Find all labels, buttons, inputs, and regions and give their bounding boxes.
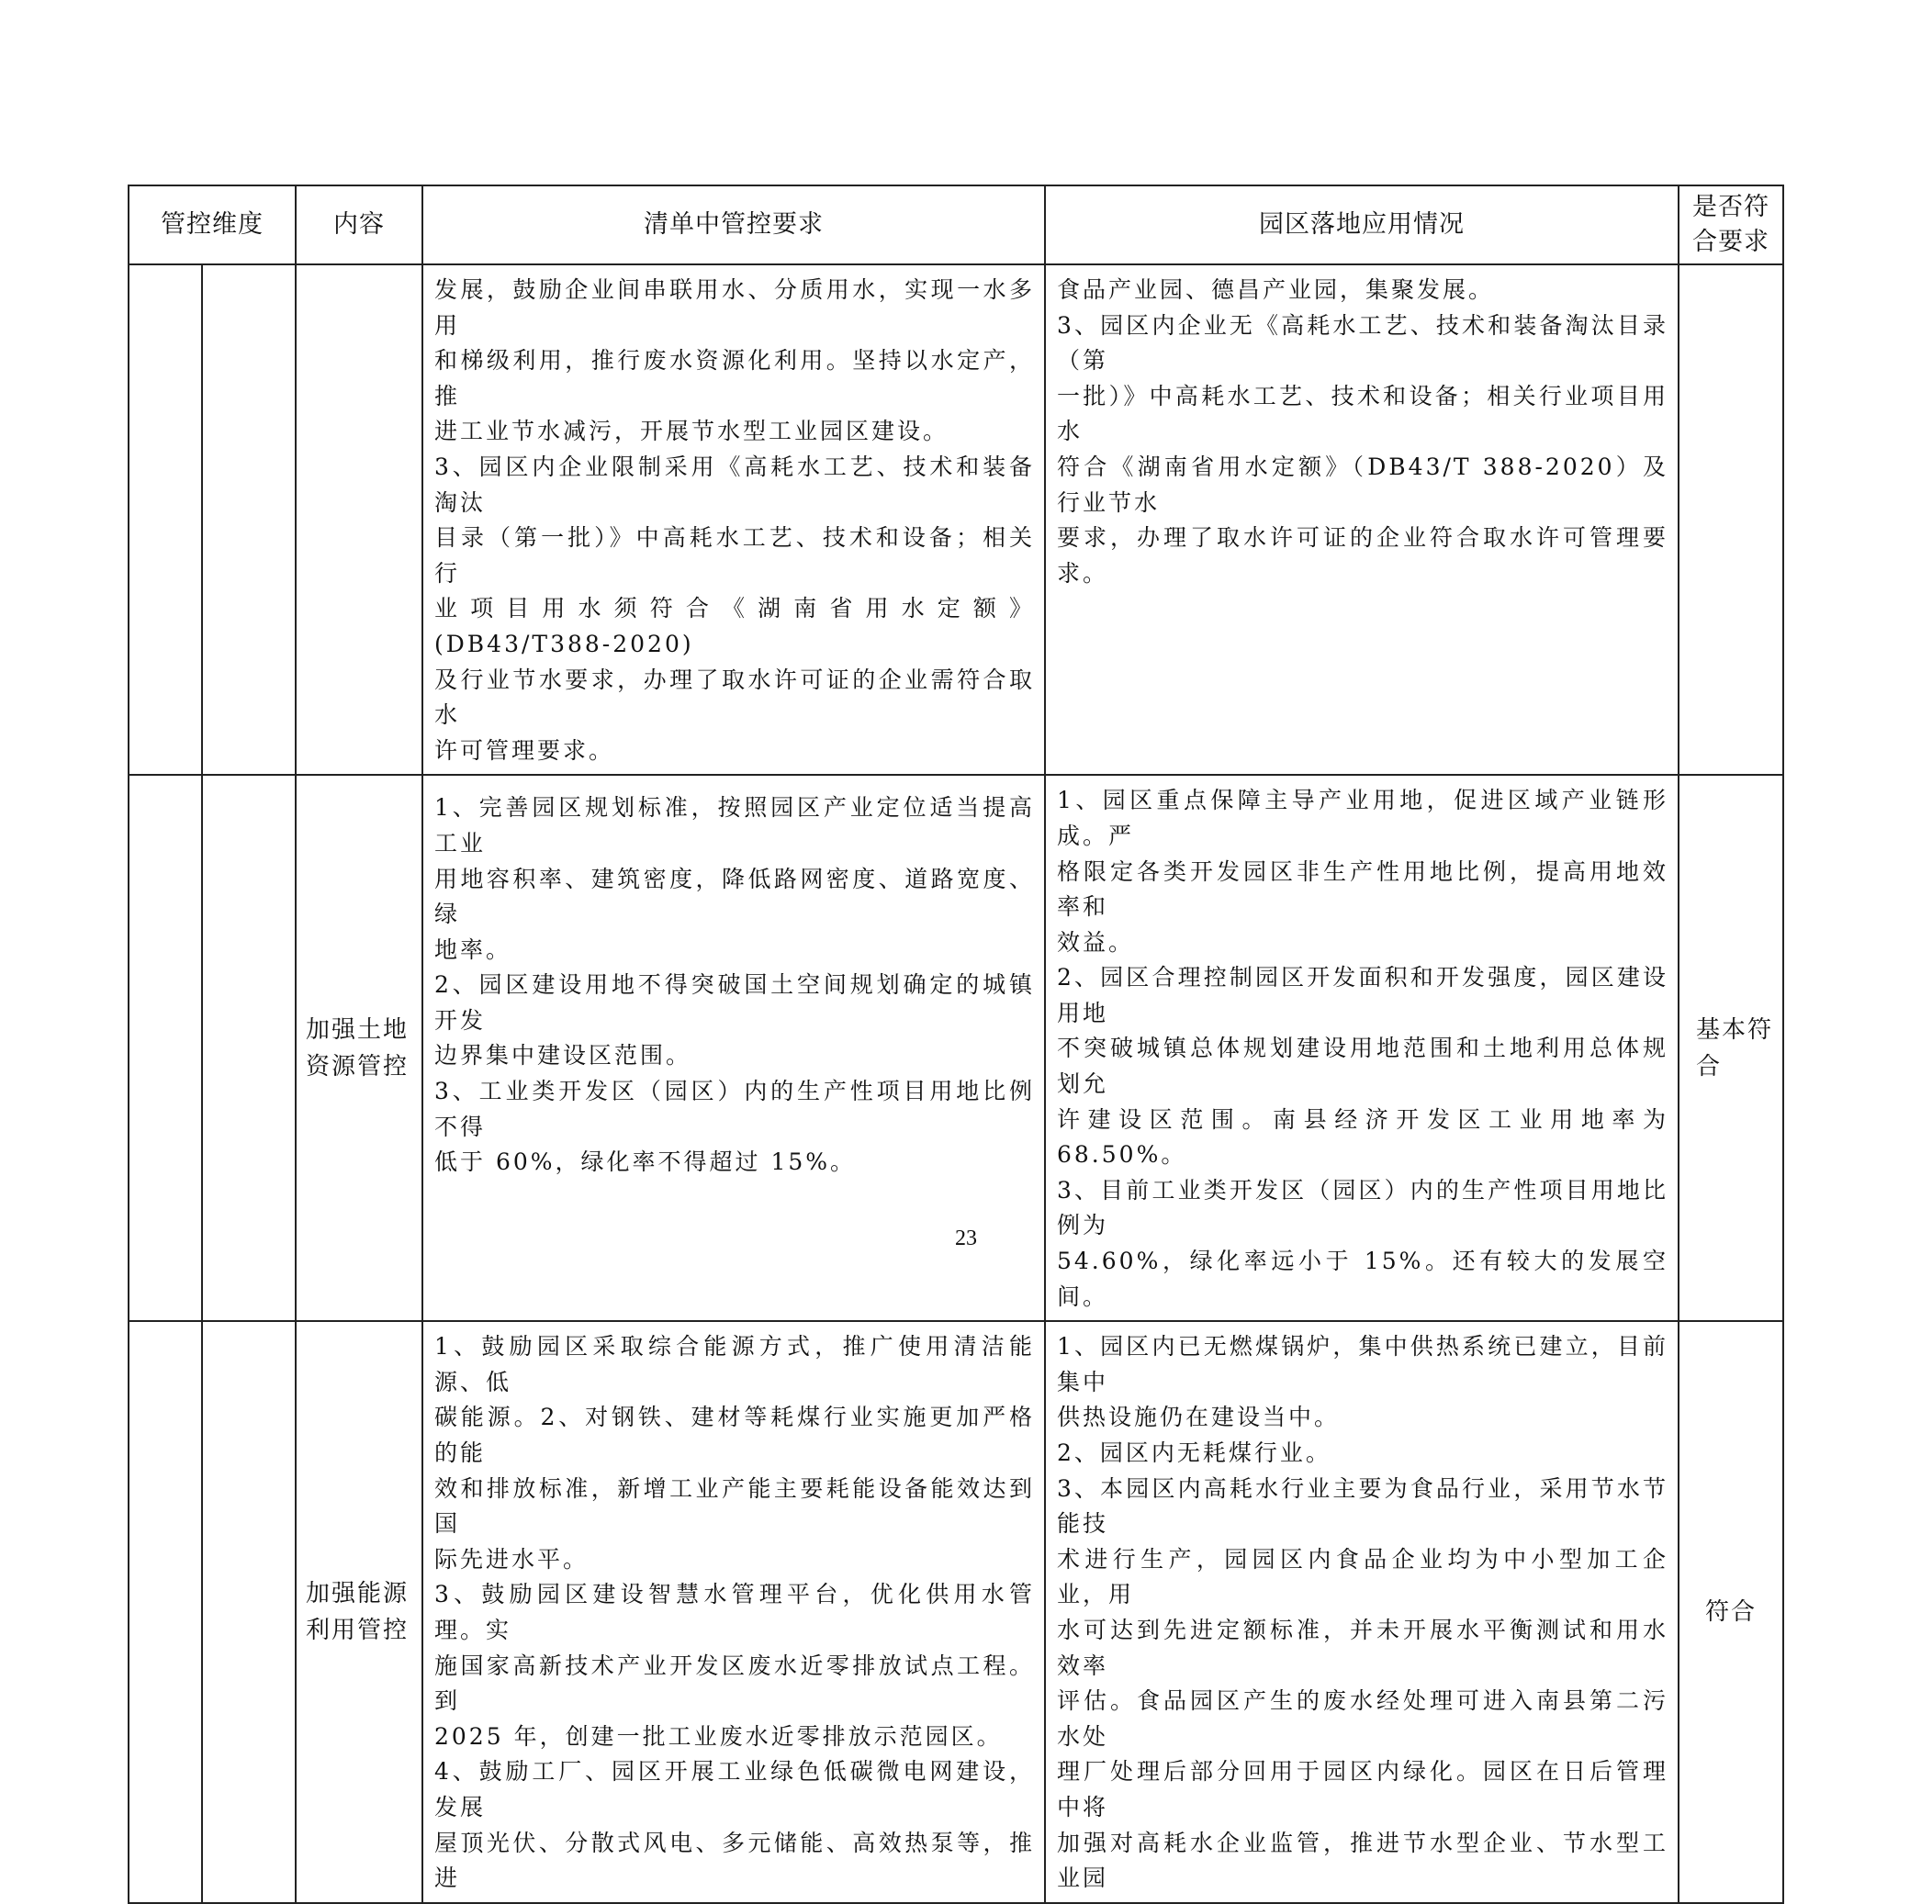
- requirements-cell: [422, 264, 1045, 775]
- header-compliance-text: 是否符合要求: [1692, 193, 1769, 256]
- text-line: 1、园区重点保障主导产业用地，促进区域产业链形成。严: [1057, 787, 1668, 849]
- text-line: 2025 年，创建一批工业废水近零排放示范园区。: [434, 1722, 1003, 1750]
- text-line: 食品产业园、德昌产业园，集聚发展。: [1057, 276, 1495, 303]
- dimension-cell: [202, 1321, 296, 1903]
- content-cell: [296, 264, 422, 775]
- text-line: 目录（第一批）》中高耗水工艺、技术和设备；相关行: [434, 524, 1035, 587]
- header-requirements: 清单中管控要求: [422, 185, 1045, 264]
- text-line: 效益。: [1057, 928, 1135, 956]
- text-line: 要求，办理了取水许可证的企业符合取水许可管理要求。: [1057, 524, 1668, 587]
- text-line: 发展，鼓励企业间串联用水、分质用水，实现一水多用: [434, 276, 1035, 339]
- requirements-text: [423, 776, 1044, 1186]
- text-line: 屋顶光伏、分散式风电、多元储能、高效热泵等，推进: [434, 1829, 1035, 1892]
- text-line: 54.60%，绿化率远小于 15%。还有较大的发展空间。: [1057, 1248, 1668, 1310]
- text-line: 2、园区合理控制园区开发面积和开发强度，园区建设用地: [1057, 964, 1668, 1026]
- application-text: [1046, 1322, 1678, 1902]
- header-application: 园区落地应用情况: [1045, 185, 1679, 264]
- text-line: 评估。食品园区产生的废水经处理可进入南县第二污水处: [1057, 1687, 1668, 1750]
- page-number: 23: [955, 1226, 977, 1250]
- requirements-table: [128, 185, 1784, 1904]
- text-line: 用地容积率、建筑密度，降低路网密度、道路宽度、绿: [434, 865, 1035, 928]
- text-line: 效和排放标准，新增工业产能主要耗能设备能效达到国: [434, 1474, 1035, 1538]
- text-line: 1、园区内已无燃煤锅炉，集中供热系统已建立，目前集中: [1057, 1333, 1668, 1395]
- text-line: 2、园区内无耗煤行业。: [1057, 1439, 1331, 1466]
- header-dimension: 管控维度: [129, 185, 296, 264]
- text-line: 供热设施仍在建设当中。: [1057, 1404, 1341, 1431]
- content-label: 加强能源利用管控: [306, 1579, 410, 1644]
- text-line: 3、园区内企业限制采用《高耗水工艺、技术和装备淘汰: [434, 453, 1035, 516]
- content-cell: [296, 1321, 422, 1903]
- text-line: 3、园区内企业无《高耗水工艺、技术和装备淘汰目录（第: [1057, 311, 1668, 375]
- text-line: 3、工业类开发区（园区）内的生产性项目用地比例不得: [434, 1078, 1035, 1140]
- text-line: 3、本园区内高耗水行业主要为食品行业，采用节水节能技: [1057, 1474, 1668, 1538]
- text-line: 2、园区建设用地不得突破国土空间规划确定的城镇开发: [434, 971, 1035, 1034]
- text-line: 加强对高耗水企业监管，推进节水型企业、节水型工业园: [1057, 1829, 1668, 1892]
- text-line: 低于 60%，绿化率不得超过 15%。: [434, 1148, 857, 1176]
- text-line: 业项目用水须符合《湖南省用水定额》(DB43/T388-2020): [434, 595, 1035, 657]
- dimension-cell: [202, 264, 296, 775]
- text-line: 和梯级利用，推行废水资源化利用。坚持以水定产，推: [434, 347, 1035, 409]
- text-line: 格限定各类开发园区非生产性用地比例，提高用地效率和: [1057, 857, 1668, 921]
- table-row: [129, 264, 1783, 775]
- dimension-group-cell: [129, 1321, 202, 1903]
- text-line: 地率。: [434, 935, 512, 963]
- compliance-cell: [1679, 264, 1783, 775]
- text-line: 许可管理要求。: [434, 736, 615, 764]
- text-line: 符合《湖南省用水定额》（DB43/T 388-2020）及行业节水: [1057, 453, 1668, 516]
- compliance-label: 基本符合: [1696, 1015, 1774, 1081]
- requirements-text: [423, 1322, 1044, 1902]
- table-row: [129, 1321, 1783, 1903]
- text-line: 进工业节水减污，开展节水型工业园区建设。: [434, 418, 949, 445]
- text-line: 1、鼓励园区采取综合能源方式，推广使用清洁能源、低: [434, 1333, 1035, 1395]
- text-line: 际先进水平。: [434, 1545, 590, 1573]
- application-cell: [1045, 1321, 1679, 1903]
- text-line: 水可达到先进定额标准，并未开展水平衡测试和用水效率: [1057, 1616, 1668, 1679]
- text-line: 3、目前工业类开发区（园区）内的生产性项目用地比例为: [1057, 1176, 1668, 1239]
- text-line: 理厂处理后部分回用于园区内绿化。园区在日后管理中将: [1057, 1758, 1668, 1820]
- text-line: 不突破城镇总体规划建设用地范围和土地利用总体规划允: [1057, 1035, 1668, 1098]
- text-line: 1、完善园区规划标准，按照园区产业定位适当提高工业: [434, 794, 1035, 857]
- text-line: 及行业节水要求，办理了取水许可证的企业需符合取水: [434, 666, 1035, 729]
- table-header-row: [129, 185, 1783, 264]
- text-line: 许建设区范围。南县经济开发区工业用地率为 68.50%。: [1057, 1105, 1668, 1169]
- text-line: 3、鼓励园区建设智慧水管理平台，优化供用水管理。实: [434, 1581, 1035, 1643]
- text-line: 4、鼓励工厂、园区开展工业绿色低碳微电网建设，发展: [434, 1758, 1035, 1820]
- application-cell: [1045, 264, 1679, 775]
- requirements-cell: [422, 1321, 1045, 1903]
- text-line: 一批）》中高耗水工艺、技术和设备；相关行业项目用水: [1057, 382, 1668, 445]
- content-label: 加强土地资源管控: [306, 1015, 410, 1081]
- text-line: 术进行生产，园园区内食品企业均为中小型加工企业，用: [1057, 1545, 1668, 1608]
- text-line: 施国家高新技术产业开发区废水近零排放试点工程。到: [434, 1652, 1035, 1715]
- compliance-cell: [1679, 1321, 1783, 1903]
- dimension-group-cell: [129, 264, 202, 775]
- header-content: 内容: [296, 185, 422, 264]
- text-line: 边界集中建设区范围。: [434, 1042, 692, 1070]
- text-line: 碳能源。2、对钢铁、建材等耗煤行业实施更加严格的能: [434, 1404, 1035, 1466]
- requirements-text: [423, 265, 1044, 774]
- header-compliance: [1679, 185, 1783, 264]
- application-text: [1046, 265, 1678, 597]
- compliance-label: 符合: [1704, 1597, 1757, 1626]
